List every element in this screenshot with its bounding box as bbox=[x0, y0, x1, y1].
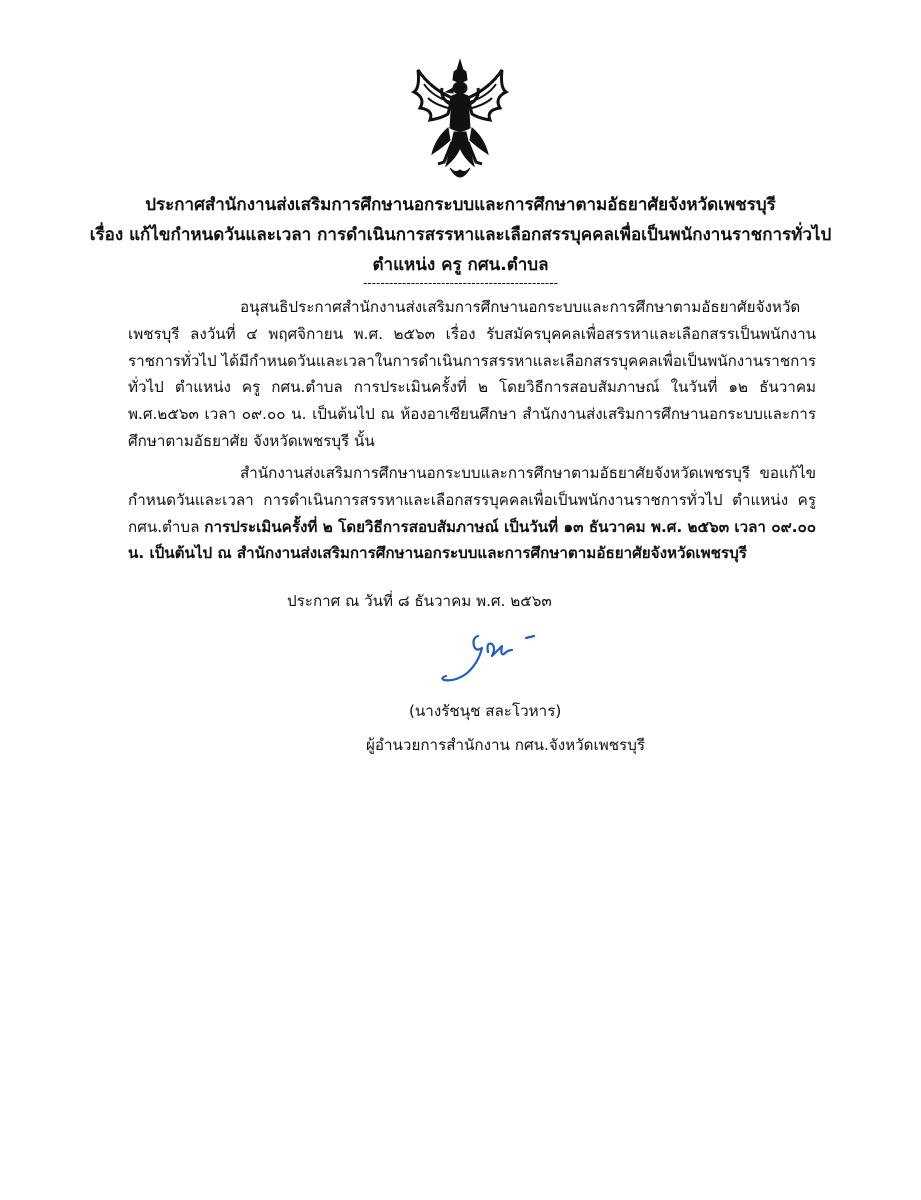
body-paragraph-1: อนุสนธิประกาศสำนักงานส่งเสริมการศึกษานอกระบบและการศึกษาตามอัธยาศัยจังหวัดเพชรบุรี ลงวันที่ ๔ พฤศจิกายน พ.ศ. ๒๕๖๓ เรื่อง รับสมัครบุคคลเพื่อสรรหาและเลือกสรรเป็นพนักงานราชการทั่วไป ได้มีกำหนดวันและเวลาในการดำเนินการสรรหาและเลือกสรรบุคคลเพื่อเป็นพนักงานราชการทั่วไป ตำแหน่ง ครู กศน.ตำบล การประเมินครั้งที่ ๒ โดยวิธีการสอบสัมภาษณ์ ในวันที่ ๑๒ ธันวาคม พ.ศ.๒๕๖๓ เวลา ๐๙.๐๐ น. เป็นต้นไป ณ ห้องอาเซียนศึกษา สำนักงานส่งเสริมการศึกษานอกระบบและการศึกษาตามอัธยาศัย จังหวัดเพชรบุรี นั้น bbox=[128, 298, 817, 450]
paragraph-2-text: สำนักงานส่งเสริมการศึกษานอกระบบและการศึกษาตามอัธยาศัยจังหวัดเพชรบุรี ขอแก้ไข กำหนดวันและเวลา การดำเนินการสรรหาและเลือกสรรบุคคลเพื่อเป็นพนักงานราชการทั่วไป ตำแหน่ง ครู กศน.ตำบล bbox=[128, 464, 816, 536]
signer-name-text: (นางรัชนุช สละโวหาร) bbox=[409, 702, 562, 720]
signer-position-text: ผู้อำนวยการสำนักงาน กศน.จังหวัดเพชรบุรี bbox=[366, 736, 645, 754]
title-divider: --------------------------------------------- bbox=[363, 276, 558, 290]
handwritten-signature-icon bbox=[438, 628, 548, 688]
paragraph-2-bold-text: การประเมินครั้งที่ ๒ โดยวิธีการสอบสัมภาษณ์ เป็นวันที่ ๑๓ ธันวาคม พ.ศ. ๒๕๖๓ เวลา ๐๙.๐๐ น. เป็นต้นไป ณ สำนักงานส่งเสริมการศึกษานอกระบบและการศึกษาตามอัธยาศัยจังหวัดเพชรบุรี bbox=[128, 517, 817, 563]
body-paragraph-2 bbox=[128, 460, 816, 567]
announcement-title: ประกาศสำนักงานส่งเสริมการศึกษานอกระบบและการศึกษาตามอัธยาศัยจังหวัดเพชรบุรี bbox=[145, 195, 776, 215]
garuda-emblem-icon bbox=[410, 58, 510, 188]
announcement-subject: เรื่อง แก้ไขกำหนดวันและเวลา การดำเนินการสรรหาและเลือกสรรบุคคลเพื่อเป็นพนักงานราชการทั่วไป bbox=[89, 225, 832, 245]
announcement-position: ตำแหน่ง ครู กศน.ตำบล bbox=[372, 255, 549, 275]
announce-date: ประกาศ ณ วันที่ ๘ ธันวาคม พ.ศ. ๒๕๖๓ bbox=[287, 592, 552, 610]
